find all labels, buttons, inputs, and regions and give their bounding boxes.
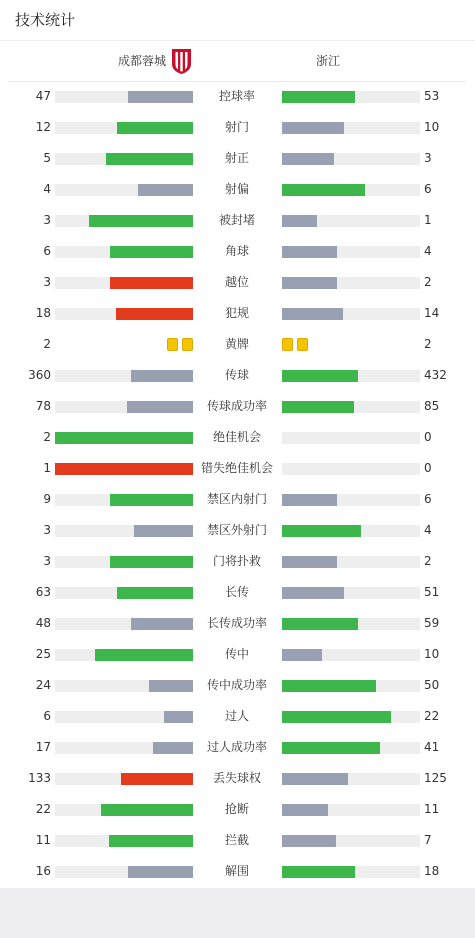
away-stat-bar-track <box>282 401 420 413</box>
home-stat-bar-fill <box>128 91 193 103</box>
away-stat-value: 6 <box>424 492 432 506</box>
away-stat-value: 0 <box>424 461 432 475</box>
away-stat-bar-track <box>282 835 420 847</box>
away-stat-bar-fill <box>282 680 376 692</box>
home-stat-bar-fill <box>128 866 193 878</box>
away-yellow-cards <box>282 338 312 351</box>
home-stat-value: 78 <box>35 399 51 413</box>
stat-label: 传中 <box>224 647 249 661</box>
home-stat-bar-fill <box>149 680 193 692</box>
away-stat-bar-track <box>282 804 420 816</box>
stat-row <box>0 515 475 546</box>
stat-row <box>0 701 475 732</box>
away-stat-bar-fill <box>282 556 337 568</box>
section-title: 技术统计 <box>15 11 76 29</box>
home-stat-value: 133 <box>28 771 51 785</box>
home-stat-bar-fill <box>106 153 193 165</box>
home-stat-bar-fill <box>131 370 193 382</box>
away-stat-bar-track <box>282 866 420 878</box>
away-stat-bar-track <box>282 556 420 568</box>
stat-label: 犯规 <box>224 306 249 320</box>
home-stat-bar-track <box>55 246 193 258</box>
home-stat-value: 16 <box>35 864 51 878</box>
stat-row <box>0 267 475 298</box>
stat-label: 控球率 <box>218 89 255 103</box>
stat-label: 传中成功率 <box>206 678 267 692</box>
home-stat-value: 17 <box>35 740 51 754</box>
home-stat-bar-track <box>55 215 193 227</box>
home-stat-bar-track <box>55 494 193 506</box>
home-stat-bar-fill <box>134 525 193 537</box>
away-stat-bar-track <box>282 122 420 134</box>
home-stat-bar-track <box>55 463 193 475</box>
stat-row <box>0 856 475 887</box>
home-stat-bar-track <box>55 401 193 413</box>
stat-row <box>0 670 475 701</box>
home-stat-value: 2 <box>43 430 51 444</box>
stat-row <box>0 329 475 360</box>
away-stat-value: 4 <box>424 244 432 258</box>
away-stat-value: 2 <box>424 337 432 351</box>
away-stat-bar-fill <box>282 494 337 506</box>
away-stat-bar-track <box>282 525 420 537</box>
away-stat-value: 1 <box>424 213 432 227</box>
stat-label: 过人成功率 <box>206 740 267 754</box>
divider <box>0 40 475 41</box>
stat-row <box>0 298 475 329</box>
away-stat-bar-fill <box>282 184 365 196</box>
home-stat-bar-track <box>55 308 193 320</box>
stat-label: 角球 <box>224 244 249 258</box>
away-stat-bar-track <box>282 587 420 599</box>
stat-row <box>0 546 475 577</box>
stat-row <box>0 484 475 515</box>
home-stat-value: 4 <box>43 182 51 196</box>
home-stat-bar-fill <box>55 432 193 444</box>
away-stat-bar-track <box>282 308 420 320</box>
home-stat-bar-track <box>55 649 193 661</box>
stat-label: 拦截 <box>224 833 249 847</box>
home-stat-value: 3 <box>43 275 51 289</box>
away-stat-value: 0 <box>424 430 432 444</box>
away-stat-bar-fill <box>282 773 348 785</box>
home-stat-bar-track <box>55 680 193 692</box>
home-stat-value: 9 <box>43 492 51 506</box>
stat-row <box>0 825 475 856</box>
away-stat-value: 53 <box>424 89 440 103</box>
home-stat-bar-track <box>55 618 193 630</box>
yellow-card-icon <box>167 338 178 351</box>
away-stat-bar-track <box>282 432 420 444</box>
home-stat-bar-fill <box>110 277 193 289</box>
away-stat-bar-track <box>282 649 420 661</box>
home-stat-bar-fill <box>121 773 193 785</box>
away-stat-value: 2 <box>424 554 432 568</box>
stat-label: 越位 <box>224 275 249 289</box>
stat-row <box>0 360 475 391</box>
stat-row <box>0 608 475 639</box>
away-stat-bar-track <box>282 680 420 692</box>
stat-label: 门将扑救 <box>212 554 261 568</box>
away-stat-bar-fill <box>282 525 361 537</box>
away-stat-value: 4 <box>424 523 432 537</box>
away-stat-value: 18 <box>424 864 440 878</box>
home-stat-value: 3 <box>43 523 51 537</box>
stat-label: 射偏 <box>224 182 249 196</box>
away-stat-bar-track <box>282 246 420 258</box>
home-stat-bar-fill <box>95 649 193 661</box>
home-stat-bar-track <box>55 773 193 785</box>
stats-list <box>0 81 475 887</box>
home-stat-bar-fill <box>138 184 193 196</box>
stat-row <box>0 236 475 267</box>
stat-label: 传球 <box>224 368 249 382</box>
away-stat-value: 432 <box>424 368 447 382</box>
away-stat-bar-fill <box>282 866 355 878</box>
home-stat-value: 6 <box>43 244 51 258</box>
stat-row <box>0 422 475 453</box>
home-stat-value: 47 <box>35 89 51 103</box>
yellow-card-icon <box>297 338 308 351</box>
away-stat-bar-track <box>282 91 420 103</box>
home-stat-bar-track <box>55 835 193 847</box>
away-stat-bar-fill <box>282 649 322 661</box>
home-team-crest-icon <box>171 48 192 75</box>
home-stat-value: 11 <box>35 833 51 847</box>
away-stat-bar-fill <box>282 587 344 599</box>
home-stat-value: 6 <box>43 709 51 723</box>
away-stat-bar-fill <box>282 742 380 754</box>
home-stat-bar-track <box>55 370 193 382</box>
away-stat-bar-fill <box>282 804 328 816</box>
stat-label: 射门 <box>224 120 249 134</box>
home-stat-bar-fill <box>164 711 193 723</box>
home-stat-value: 360 <box>28 368 51 382</box>
stat-label: 传球成功率 <box>206 399 267 413</box>
away-team-name: 浙江 <box>316 54 341 68</box>
away-stat-bar-fill <box>282 91 355 103</box>
away-stat-value: 7 <box>424 833 432 847</box>
home-stat-value: 18 <box>35 306 51 320</box>
away-stat-bar-track <box>282 742 420 754</box>
home-stat-value: 24 <box>35 678 51 692</box>
away-stat-bar-track <box>282 184 420 196</box>
stat-label: 射正 <box>224 151 249 165</box>
home-stat-bar-track <box>55 804 193 816</box>
home-stat-value: 63 <box>35 585 51 599</box>
away-stat-bar-fill <box>282 122 344 134</box>
away-stat-value: 125 <box>424 771 447 785</box>
away-stat-bar-track <box>282 494 420 506</box>
away-stat-bar-track <box>282 370 420 382</box>
away-stat-bar-fill <box>282 246 337 258</box>
away-stat-bar-fill <box>282 835 336 847</box>
stat-label: 禁区内射门 <box>206 492 267 506</box>
stat-row <box>0 732 475 763</box>
home-stat-bar-fill <box>117 122 193 134</box>
home-stat-value: 2 <box>43 337 51 351</box>
away-stat-value: 14 <box>424 306 440 320</box>
stat-label: 禁区外射门 <box>206 523 267 537</box>
stat-row <box>0 205 475 236</box>
home-stat-bar-track <box>55 153 193 165</box>
home-stat-value: 12 <box>35 120 51 134</box>
home-stat-bar-fill <box>110 494 193 506</box>
home-stat-bar-fill <box>117 587 193 599</box>
home-stat-bar-fill <box>110 246 193 258</box>
home-stat-bar-fill <box>127 401 193 413</box>
home-yellow-cards <box>163 338 193 351</box>
away-stat-value: 6 <box>424 182 432 196</box>
home-stat-value: 3 <box>43 213 51 227</box>
away-stat-bar-fill <box>282 370 358 382</box>
home-stat-bar-track <box>55 432 193 444</box>
home-stat-bar-track <box>55 556 193 568</box>
home-stat-bar-fill <box>153 742 193 754</box>
home-stat-bar-fill <box>89 215 193 227</box>
away-stat-bar-fill <box>282 308 343 320</box>
away-stat-bar-fill <box>282 401 354 413</box>
away-stat-value: 59 <box>424 616 440 630</box>
stat-label: 长传 <box>224 585 249 599</box>
home-stat-value: 22 <box>35 802 51 816</box>
away-stat-bar-fill <box>282 711 391 723</box>
away-stat-bar-fill <box>282 277 337 289</box>
home-stat-bar-track <box>55 742 193 754</box>
home-stat-bar-fill <box>109 835 193 847</box>
home-stat-bar-track <box>55 587 193 599</box>
stat-row <box>0 639 475 670</box>
home-stat-bar-fill <box>101 804 193 816</box>
stat-row <box>0 81 475 112</box>
stat-row <box>0 112 475 143</box>
home-stat-bar-fill <box>110 556 193 568</box>
yellow-card-icon <box>282 338 293 351</box>
away-stat-bar-track <box>282 618 420 630</box>
away-stat-value: 2 <box>424 275 432 289</box>
stat-row <box>0 577 475 608</box>
home-stat-bar-track <box>55 91 193 103</box>
home-stat-bar-fill <box>116 308 193 320</box>
stat-label: 被封堵 <box>218 213 255 227</box>
away-stat-bar-track <box>282 463 420 475</box>
stat-label: 丢失球权 <box>212 771 261 785</box>
away-stat-value: 41 <box>424 740 440 754</box>
away-stat-bar-track <box>282 773 420 785</box>
away-stat-bar-track <box>282 153 420 165</box>
away-stat-bar-track <box>282 711 420 723</box>
stat-label: 长传成功率 <box>206 616 267 630</box>
stat-label: 过人 <box>224 709 249 723</box>
home-stat-bar-fill <box>131 618 193 630</box>
home-stat-bar-fill <box>55 463 193 475</box>
away-stat-value: 50 <box>424 678 440 692</box>
away-stat-bar-fill <box>282 618 358 630</box>
stat-label: 黄牌 <box>224 337 249 351</box>
away-stat-value: 85 <box>424 399 440 413</box>
stat-row <box>0 391 475 422</box>
stat-row <box>0 143 475 174</box>
home-stat-bar-track <box>55 866 193 878</box>
home-stat-value: 25 <box>35 647 51 661</box>
stat-row <box>0 174 475 205</box>
away-stat-value: 22 <box>424 709 440 723</box>
away-stat-bar-fill <box>282 215 317 227</box>
away-stat-value: 10 <box>424 647 440 661</box>
home-stat-bar-track <box>55 277 193 289</box>
away-stat-value: 51 <box>424 585 440 599</box>
stat-label: 解围 <box>224 864 249 878</box>
stat-row <box>0 763 475 794</box>
yellow-card-icon <box>182 338 193 351</box>
home-stat-value: 48 <box>35 616 51 630</box>
stat-label: 绝佳机会 <box>212 430 261 444</box>
home-stat-value: 5 <box>43 151 51 165</box>
away-stat-value: 3 <box>424 151 432 165</box>
away-stat-value: 11 <box>424 802 440 816</box>
away-stat-bar-track <box>282 277 420 289</box>
home-stat-value: 3 <box>43 554 51 568</box>
home-stat-bar-track <box>55 122 193 134</box>
home-team-name: 成都蓉城 <box>118 54 167 68</box>
stat-row <box>0 453 475 484</box>
away-stat-value: 10 <box>424 120 440 134</box>
home-stat-value: 1 <box>43 461 51 475</box>
away-stat-bar-fill <box>282 153 334 165</box>
home-stat-bar-track <box>55 184 193 196</box>
stat-label: 抢断 <box>224 802 249 816</box>
home-stat-bar-track <box>55 525 193 537</box>
stat-row <box>0 794 475 825</box>
home-stat-bar-track <box>55 711 193 723</box>
away-stat-bar-track <box>282 215 420 227</box>
stat-label: 错失绝佳机会 <box>200 461 273 475</box>
